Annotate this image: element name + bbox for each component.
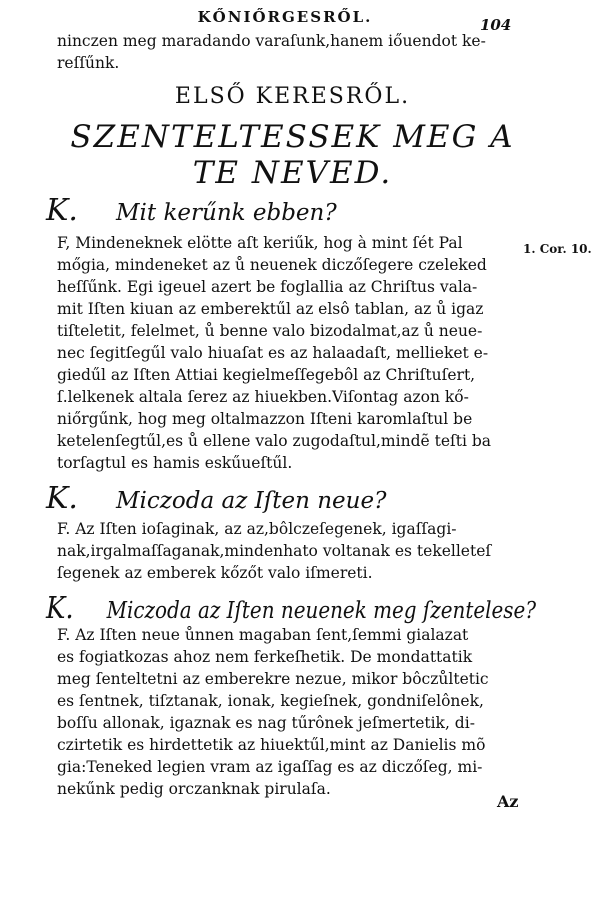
- text-line: reſſűnk.: [57, 54, 120, 72]
- text-line: es fogiatkozas ahoz nem ferkeſhetik. De mondattatik: [57, 648, 473, 666]
- catchword: Az: [497, 792, 519, 811]
- text-line: giedűl az Iſten Attiai kegielmeſſegebôl az Chriſtuſert,: [57, 366, 476, 384]
- text-line: mőgia, mindeneket az ů neuenek diczőſegere czeleked: [57, 256, 487, 274]
- text-line: czirtetik es hirdettetik az hiuektűl,mint az Danielis mõ: [57, 736, 486, 754]
- running-head: KŐNIŐRGESRŐL.: [197, 8, 373, 26]
- text-line: ketelenſegtűl,es ů ellene valo zugodaſtul,mindẽ teſti ba: [57, 432, 491, 450]
- text-line: nak,irgalmaſſaganak,mindenhato voltanak es tekelleteſ: [57, 542, 492, 560]
- question-marker: K.: [46, 591, 74, 626]
- text-line: boſſu allonak, igaznak es nag tűrônek jeſmertetik, di-: [57, 714, 475, 732]
- text-line: gia:Teneked legien vram az igaſſag es az diczőſeg, mi-: [57, 758, 483, 776]
- text-line: meg ſenteltetni az emberekre nezue, mikor bôczůltetic: [57, 670, 489, 688]
- text-line: tiſteletit, felelmet, ů benne valo bizodalmat,az ů neue-: [57, 322, 483, 340]
- question-text: Miczoda az Iſten neue?: [116, 488, 387, 514]
- text-line: F, Mindeneknek elötte aſt keriűk, hog à mint ſét Pal: [57, 234, 463, 252]
- petition-title-line1: SZENTELTESSEK MEG A: [70, 119, 515, 155]
- text-line: mit Iſten kiuan az emberektűl az elsô tablan, az ů igaz: [57, 300, 484, 318]
- margin-reference: 1. Cor. 10.: [523, 242, 592, 256]
- question-marker: K.: [46, 481, 78, 516]
- text-line: niőrgűnk, hog meg oltalmazzon Iſteni karomlaſtul be: [57, 410, 473, 428]
- question-marker: K.: [46, 193, 78, 228]
- text-line: ſegenek az emberek kőzőt valo iſmereti.: [57, 564, 373, 582]
- text-line: nec ſegitſegűl valo hiuaſat es az halaadaſt, mellieket e-: [57, 344, 489, 362]
- text-line: es ſentnek, tiſztanak, ionak, kegieſnek, gondniſelônek,: [57, 692, 484, 710]
- text-line: torſagtul es hamis eskűueſtűl.: [57, 454, 293, 472]
- text-line: ninczen meg maradando varaſunk,hanem iőuendot ke-: [57, 32, 486, 50]
- page-number: 104: [480, 16, 512, 34]
- text-line: heſſűnk. Egi igeuel azert be foglallia az Chriſtus vala-: [57, 278, 478, 296]
- question-text: Mit kerűnk ebben?: [116, 200, 337, 226]
- section-heading: ELSŐ KERESRŐL.: [174, 84, 411, 109]
- question-3: [46, 591, 537, 626]
- text-line: nekűnk pedig orczanknak pirulaſa.: [57, 780, 331, 798]
- question-1: [46, 193, 337, 228]
- question-text: Miczoda az Iſten neuenek meg ſzentelese?: [106, 598, 537, 624]
- question-2: [46, 481, 387, 516]
- text-line: F. Az Iſten ioſaginak, az az,bôlczeſegenek, igaſſagi-: [57, 520, 457, 538]
- text-line: ſ.lelkenek altala ſerez az hiuekben.Viſontag azon kő-: [57, 388, 469, 406]
- text-line: F. Az Iſten neue ůnnen magaban ſent,ſemmi gialazat: [57, 626, 469, 644]
- petition-title-line2: TE NEVED.: [192, 155, 393, 191]
